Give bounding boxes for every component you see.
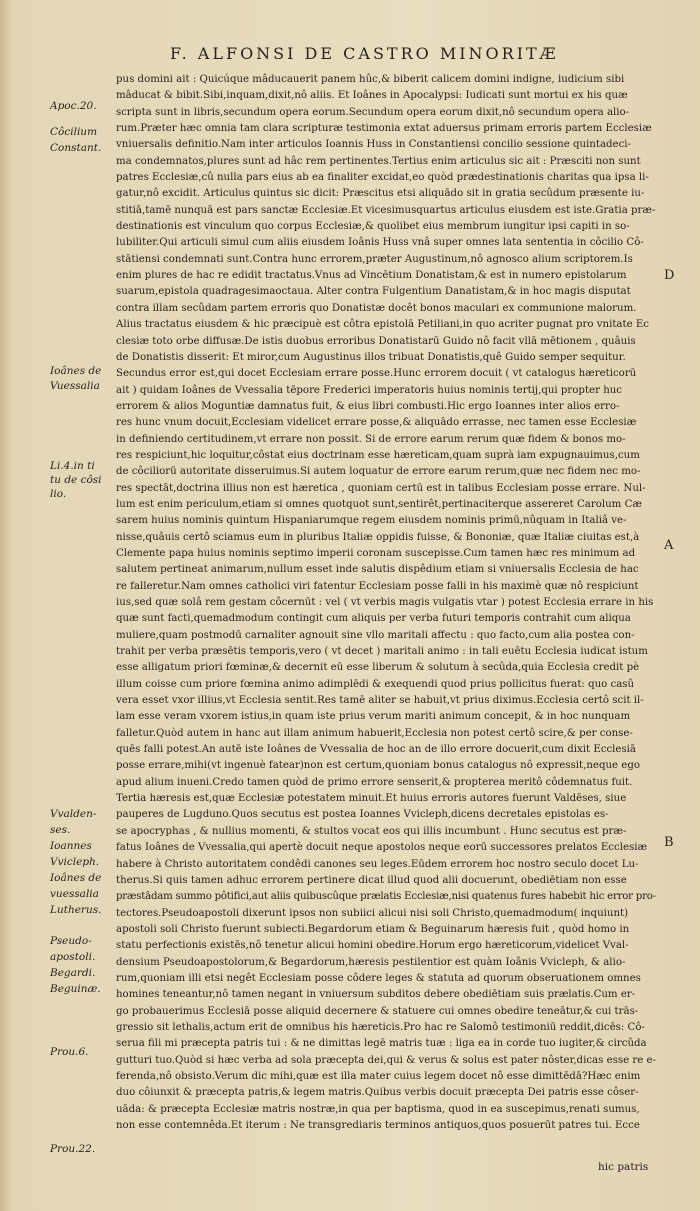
text-line: contra illam secûdam partem erroris quo Donatistæ docêt bonos maculari ex communione malorum.: [116, 302, 637, 314]
text-line: apud alium inueni.Credo tamen quòd de primo errore senserit,& propterea meritô côdemnatus fuit.: [116, 776, 633, 788]
text-line: trahit per verba præsētis temporis,vero ( vt decet ) maritali animo : in tali euētu Ecclesia iudicat istum: [116, 646, 648, 658]
margin-note: vuessalia: [50, 888, 99, 900]
text-line: in definiendo certitudinem,vt errare non possit. Si de errore earum rerum quæ fidem & bonos mo-: [116, 433, 626, 445]
text-line: therus.Si quis tamen adhuc errorem pertinere dicat illud quod alii docuerunt, obediētiam non esse: [116, 874, 627, 886]
text-line: scripta sunt in libris,secundum opera eorum.Secundum opera eorum dixit,nô secundum opera alio-: [116, 106, 630, 118]
margin-note: Beguinæ.: [50, 983, 101, 995]
margin-letter: B: [664, 835, 674, 850]
margin-note: ses.: [50, 824, 71, 836]
text-line: go probauerimus Ecclesiā posse aliquid decernere & statuere cui omnes obedire teneātur,& cui trās-: [116, 1005, 639, 1017]
text-line: esse alligatum priori fœminæ,& decernit eū esse liberum & solutum à secûda,quia Ecclesia credit pè: [116, 662, 640, 674]
margin-note: lio.: [50, 488, 67, 500]
text-line: mâducat & bibit.Sibi,inquam,dixit,nô aliis. Et Ioânes in Apocalypsi: Iudicati sunt mortui ex his quæ: [116, 90, 628, 102]
text-line: Clemente papa huius nominis septimo imperii coronam suscepisse.Cum tamen hæc res minimum ad: [116, 547, 636, 559]
text-line: re falleretur.Nam omnes catholici viri fatentur Ecclesiam posse falli in his maximè quæ nô respiciunt: [116, 580, 639, 592]
text-line: quēs falli potest.An autē iste Ioânes de Vvessalia de hoc an de illo errore docuerit,cum dixit Ecclesiā: [116, 744, 637, 756]
text-line: sarem huius nominis quintum Hispaniarumque regem eiusdem nominis primū,nûquam in Italiâ ve-: [116, 515, 627, 527]
text-line: lubiliter.Qui articuli simul cum aliis eiusdem Ioânis Huss vnâ super omnes lata sententia in côcilio Cô-: [116, 237, 644, 249]
margin-note: Prou.22.: [50, 1143, 96, 1155]
margin-note: Prou.6.: [50, 1046, 89, 1058]
text-line: pus domini ait : Quicúque mâducauerit panem hûc,& biberit calicem domini indigne, iudicium sibi: [116, 74, 625, 85]
text-line: salutem pertineat animarum,nullum esset inde salutis dispêdium etiam si vniuersalis Ecclesia de hac: [116, 564, 639, 576]
margin-note: tu de côsi: [50, 474, 102, 486]
text-line: ma condemnatos,plures sunt ad hâc rem pertinentes.Tertius enim articulus sic ait : Præsciti non sunt: [116, 155, 641, 167]
text-line: de Donatistis disserit: Et miror,cum Augustinus illos tribuat Donatistis,quê Guido semper sequitur.: [116, 351, 626, 363]
text-line: patres Ecclesiæ,cû nulla pars eius ab ea finaliter excidat,eo quòd prædestinationis charitas qua ipsa li-: [116, 172, 649, 184]
margin-note: Constant.: [50, 142, 102, 154]
text-line: gutturi tuo.Quòd si hæc verba ad sola præcepta dei,qui & verus & solus est pater nôster,dicas esse re e-: [116, 1054, 656, 1066]
text-line: destinationis est vinculum quo corpus Ecclesiæ,& quolibet eius membrum iungitur ipsi capiti in so-: [116, 221, 630, 233]
running-head: F. ALFONSI DE CASTRO MINORITÆ: [170, 44, 559, 63]
margin-note: Ioânes de: [50, 365, 102, 377]
margin-note: Vuessalia: [50, 380, 100, 392]
text-line: errorem & alios Moguntiæ damnatus fuit, & eius libri combusti.Hic ergo Ioannes inter alios erro-: [116, 400, 620, 412]
margin-note: Lutherus.: [50, 904, 102, 916]
text-line: uāda: & præcepta Ecclesiæ matris nostræ,in qua per baptisma, quod in ea suscepimus,renati sumus,: [116, 1103, 640, 1115]
text-line: tectores.Pseudoapostoli dixerunt ipsos non subiici alicui nisi soli Christo,quemadmodum( inquiunt): [116, 907, 629, 919]
catchword: hic patris: [598, 1161, 649, 1173]
text-line: se apocryphas , & nullius momenti, & stultos vocat eos qui illis incumbunt . Hunc secutus est præ-: [116, 825, 627, 837]
text-line: ait ) quidam Ioânes de Vvessalia tēpore Frederici imperatoris huius nominis tertij,qui propter huc: [116, 384, 623, 396]
margin-note: Li.4.in ti: [50, 460, 95, 472]
text-line: non esse contemnêda.Et iterum : Ne transgrediaris terminos antiquos,quos posuerūt patres tui. Ecce: [116, 1120, 640, 1131]
text-line: stātiensi condemnati sunt.Contra hunc errorem,præter Augustinum,nô agnosco alium scriptorem.Is: [116, 253, 633, 265]
text-line: gatur,nô excidit. Articulus quintus sic dicit: Præscitus etsi aliquādo sit in gratia secûdum præsente iu-: [116, 188, 645, 200]
text-line: res respiciunt,hic loquitur,côstat eius doctrinam esse hæreticam,quam suprà iam expugnauimus,cum: [116, 449, 640, 461]
margin-note: Apoc.20.: [50, 100, 97, 112]
margin-note: apostoli.: [50, 951, 96, 963]
text-line: vniuersalis definitio.Nam inter articulos Ioannis Huss in Constantiensi concilio sessione quintadeci-: [116, 139, 631, 151]
text-line: falletur.Quòd autem in hanc aut illam animum habuerit,Ecclesia non potest certô scire,& per conse-: [116, 727, 633, 739]
margin-letter: D: [664, 268, 675, 283]
text-line: clesiæ toto orbe diffusæ.De istis duobus erroribus Donatistarū Guido nô facit vllā mētionem , quâuis: [116, 335, 636, 347]
margin-note: Pseudo-: [50, 935, 92, 947]
margin-note: Begardi.: [50, 967, 96, 979]
text-line: ferenda,nô obsisto.Verum dic mihi,quæ est illa mater cuius legem docet nô esse dimittēdā?Hæc enim: [116, 1070, 641, 1082]
text-column: [116, 72, 656, 1134]
text-line: quæ sunt facti,quemadmodum contingit cum aliquis per verba futuri temporis contrahit cum aliqua: [116, 613, 631, 625]
text-line: stitiā,tamē nunquā est pars sanctæ Ecclesiæ.Et vicesimusquartus articulus eiusdem est iste.Gratia præ-: [116, 204, 656, 216]
text-line: densium Pseudoapostolorum,& Begardorum,hæresis pestilentior est quàm Ioânis Vvicleph, & alio-: [116, 956, 626, 968]
text-line: gressio sit lethalis,actum erit de omnibus his hæreticis.Pro hac re Salomô testimoniū reddit,dicēs: Cô-: [116, 1021, 645, 1033]
text-line: Alius tractatus eiusdem & hic præcipuè est côtra epistolā Petiliani,in quo acriter pugnat pro vnitate Ec: [116, 319, 650, 331]
margin-note: Côcilium: [50, 126, 98, 138]
margin-note: Vvalden-: [50, 808, 97, 820]
text-line: statu perfectionis existēs,nô tenetur alicui homini obedire.Horum ergo hæreticorum,videlicet Vval-: [116, 940, 629, 952]
margin-letter: A: [664, 538, 674, 553]
text-line: habere à Christo autoritatem condêdi canones seu leges.Eūdem errorem hoc nostro seculo docet Lu-: [116, 858, 639, 870]
text-line: rum.Præter hæc omnia tam clara scripturæ testimonia extat aduersus primam erroris partem Ecclesiæ: [116, 123, 652, 135]
text-line: Secundus error est,qui docet Ecclesiam errare posse.Hunc errorem docuit ( vt catalogus hæreticorū: [116, 368, 637, 380]
text-line: pauperes de Lugduno.Quos secutus est postea Ioannes Vvicleph,dicens decretales epistolas es-: [116, 809, 609, 821]
margin-note: Ioannes: [50, 840, 92, 852]
text-line: homines teneantur,nô tamen negant in vniuersum subditos debere obediētiam suis prælatis.Cum er-: [116, 989, 636, 1001]
text-line: suarum,epistola quadragesimaoctaua. Alter contra Fulgentium Danatistam,& in hoc magis disputat: [116, 286, 631, 298]
text-line: rum,quoniam illi etsi negêt Ecclesiam posse côdere leges & statuta ad quorum obseruationem omnes: [116, 972, 641, 984]
text-line: fatus Ioânes de Vvessalia,qui apertè docuit neque apostolos neque eorū successores prelatos Ecclesiæ: [116, 842, 648, 854]
text-line: ius,sed quæ solâ rem gestam côcernūt : vel ( vt verbis magis vulgatis vtar ) potest Ecclesia errare in his: [116, 597, 654, 608]
text-line: vera esset vxor illius,vt Ecclesia sentit.Res tamē aliter se habuit,vt prius diximus.Ecclesia certô scit il-: [116, 695, 644, 707]
text-line: lam esse veram vxorem istius,in quam iste prius verum mariti animum concepit, & in hoc nunquam: [116, 711, 631, 723]
text-line: præstādam summo pôtifici,aut aliis quibuscûque prælatis Ecclesiæ,nisi quatenus fures habebit hic error pro-: [116, 891, 656, 903]
text-line: apostoli soli Christo fuerunt subiecti.Begardorum etiam & Beguinarum hæresis fuit , quòd homo in: [116, 923, 630, 935]
text-line: muliere,quam postmodū carnaliter agnouit sine vllo maritali affectu : quo facto,cum alia postea con-: [116, 629, 635, 641]
text-line: posse errare,mihi(vt ingenuè fatear)non est certum,quoniam bonus catalogus nô expressit,neque ego: [116, 760, 640, 772]
text-line: de côciliorū autoritate disseruimus.Si autem loquatur de errore earum rerum,quæ nec fidem nec mo-: [116, 466, 641, 478]
text-line: res hunc vnum docuit,Ecclesiam videlicet errare posse,& aliquādo errasse, nec tamen esse Ecclesiæ: [116, 417, 637, 429]
margin-note: Vvicleph.: [50, 856, 100, 868]
text-line: enim plures de hac re edidit tractatus.Vnus ad Vincētium Donatistam,& est in numero epistolarum: [116, 270, 627, 282]
text-line: illum coisse cum priore fœmina animo adimplēdi & exequendi quod prius pollicitus fuerat: quo casû: [116, 678, 635, 690]
text-line: duo côiunxit & præcepta patris,& legem matris.Quibus verbis docuit præcepta Dei patris esse côser-: [116, 1087, 639, 1099]
text-line: lum est enim periculum,etiam si omnes quotquot sunt,sentirêt,pertinaciterque assereret Carolum Cæ: [116, 498, 642, 510]
margin-note: Ioânes de: [50, 872, 102, 884]
text-line: Tertia hæresis est,quæ Ecclesiæ potestatem minuit.Et huius erroris autores fuerunt Valdēses, siue: [116, 793, 627, 805]
text-line: res spectāt,doctrina illius non est hæretica , quoniam certū est in talibus Ecclesiam posse errare. Nul-: [116, 482, 646, 494]
text-line: nisse,quâuis certô sciamus eum in pluribus Italiæ oppidis fuisse, & Bononiæ, quæ Italiæ ciuitas est,à: [116, 531, 640, 543]
text-line: serua fili mi præcepta patris tui : & ne dimittas legē matris tuæ : liga ea in corde tuo iugiter,& circûda: [116, 1038, 647, 1050]
